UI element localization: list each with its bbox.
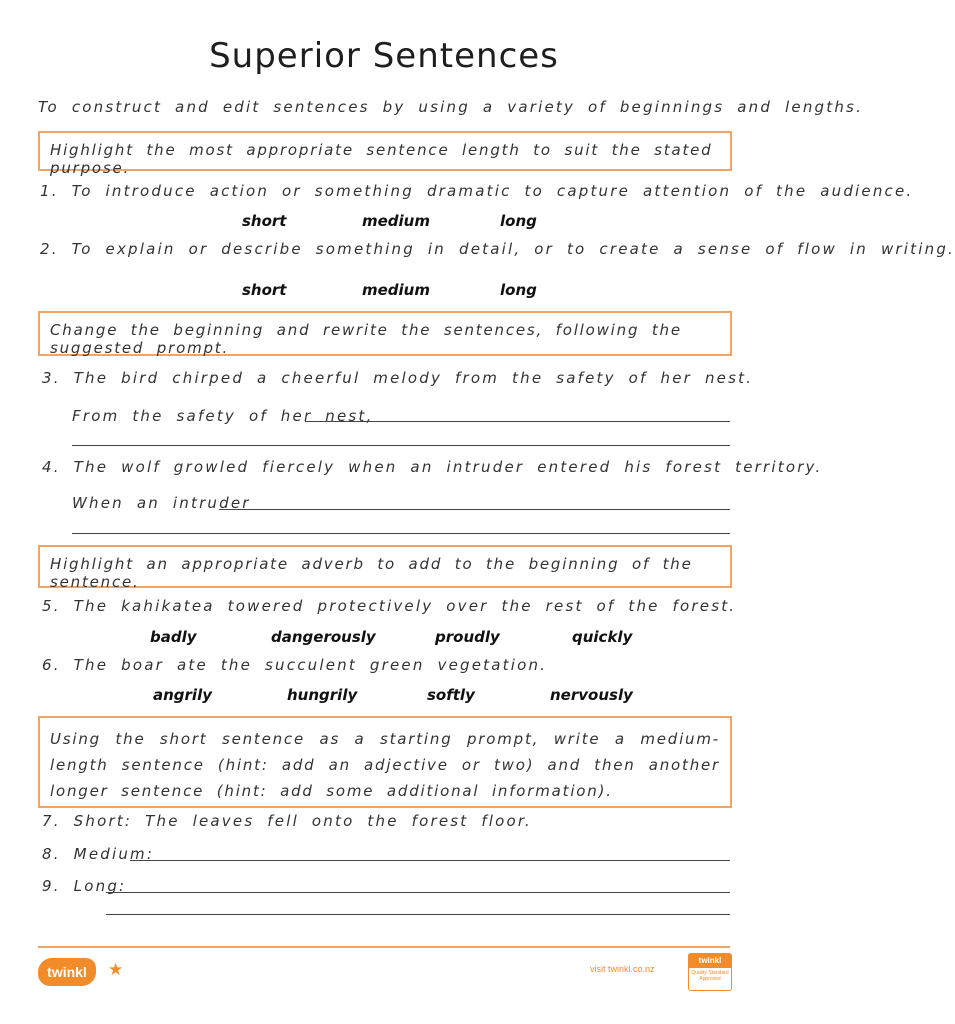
- question-7: 7. Short: The leaves fell onto the forest floor.: [42, 812, 532, 830]
- twinkl-logo[interactable]: twinkl: [38, 958, 96, 986]
- question-1: 1. To introduce action or something dramatic to capture attention of the audience.: [40, 182, 914, 200]
- instruction-box-3: [38, 545, 732, 591]
- instruction-box-2: [38, 311, 732, 356]
- badge-text: Quality Standard Approved: [691, 970, 729, 982]
- option-long-2[interactable]: long: [500, 281, 537, 299]
- option-long-1[interactable]: long: [500, 212, 537, 230]
- option-softly[interactable]: softly: [427, 686, 475, 704]
- badge-logo: twinkl: [689, 954, 731, 968]
- footer-divider: [38, 946, 730, 948]
- instruction-text-1: Highlight the most appropriate sentence length to suit the stated purpose.: [50, 141, 713, 177]
- option-proudly[interactable]: proudly: [435, 628, 500, 646]
- answer-line-9a[interactable]: [106, 892, 730, 893]
- question-6: 6. The boar ate the succulent green vegetation.: [42, 656, 548, 674]
- question-9-label: 9. Long:: [42, 877, 127, 895]
- option-hungrily[interactable]: hungrily: [287, 686, 358, 704]
- question-8-label: 8. Medium:: [42, 845, 155, 863]
- instruction-text-2: Change the beginning and rewrite the sentences, following the suggested prompt.: [50, 321, 682, 357]
- option-medium-2[interactable]: medium: [362, 281, 430, 299]
- option-short-1[interactable]: short: [242, 212, 287, 230]
- answer-line-3b[interactable]: [72, 445, 730, 446]
- question-4-prompt: When an intruder: [72, 494, 251, 512]
- answer-line-9b[interactable]: [106, 914, 730, 915]
- question-4: 4. The wolf growled fiercely when an intruder entered his forest territory.: [42, 458, 823, 476]
- instruction-box-4: [38, 716, 732, 808]
- answer-line-3a[interactable]: [305, 421, 730, 422]
- answer-line-4b[interactable]: [72, 533, 730, 534]
- page-title: Superior Sentences: [209, 36, 559, 76]
- visit-link[interactable]: visit twinkl.co.nz: [590, 964, 655, 974]
- answer-line-8[interactable]: [130, 860, 730, 861]
- question-5: 5. The kahikatea towered protectively over the rest of the forest.: [42, 597, 737, 615]
- option-angrily[interactable]: angrily: [153, 686, 212, 704]
- answer-line-4a[interactable]: [219, 509, 730, 510]
- option-nervously[interactable]: nervously: [550, 686, 633, 704]
- option-quickly[interactable]: quickly: [572, 628, 633, 646]
- quality-badge: [688, 953, 732, 991]
- instruction-text-3: Highlight an appropriate adverb to add to the beginning of the sentence.: [50, 555, 693, 591]
- question-3: 3. The bird chirped a cheerful melody from the safety of her nest.: [42, 369, 754, 387]
- question-2: 2. To explain or describe something in detail, or to create a sense of flow in writing.: [40, 240, 955, 258]
- option-short-2[interactable]: short: [242, 281, 287, 299]
- instruction-box-1: [38, 131, 732, 177]
- star-icon: ★: [108, 960, 124, 980]
- option-dangerously[interactable]: dangerously: [271, 628, 376, 646]
- question-3-prompt: From the safety of her nest,: [72, 407, 374, 425]
- option-badly[interactable]: badly: [150, 628, 197, 646]
- instruction-text-4: Using the short sentence as a starting prompt, write a medium-length sentence (hint: add an adjective or two) and then another longer sentence (hint: add some additional information).: [50, 730, 720, 800]
- learning-objective: To construct and edit sentences by using a variety of beginnings and lengths.: [38, 98, 864, 116]
- option-medium-1[interactable]: medium: [362, 212, 430, 230]
